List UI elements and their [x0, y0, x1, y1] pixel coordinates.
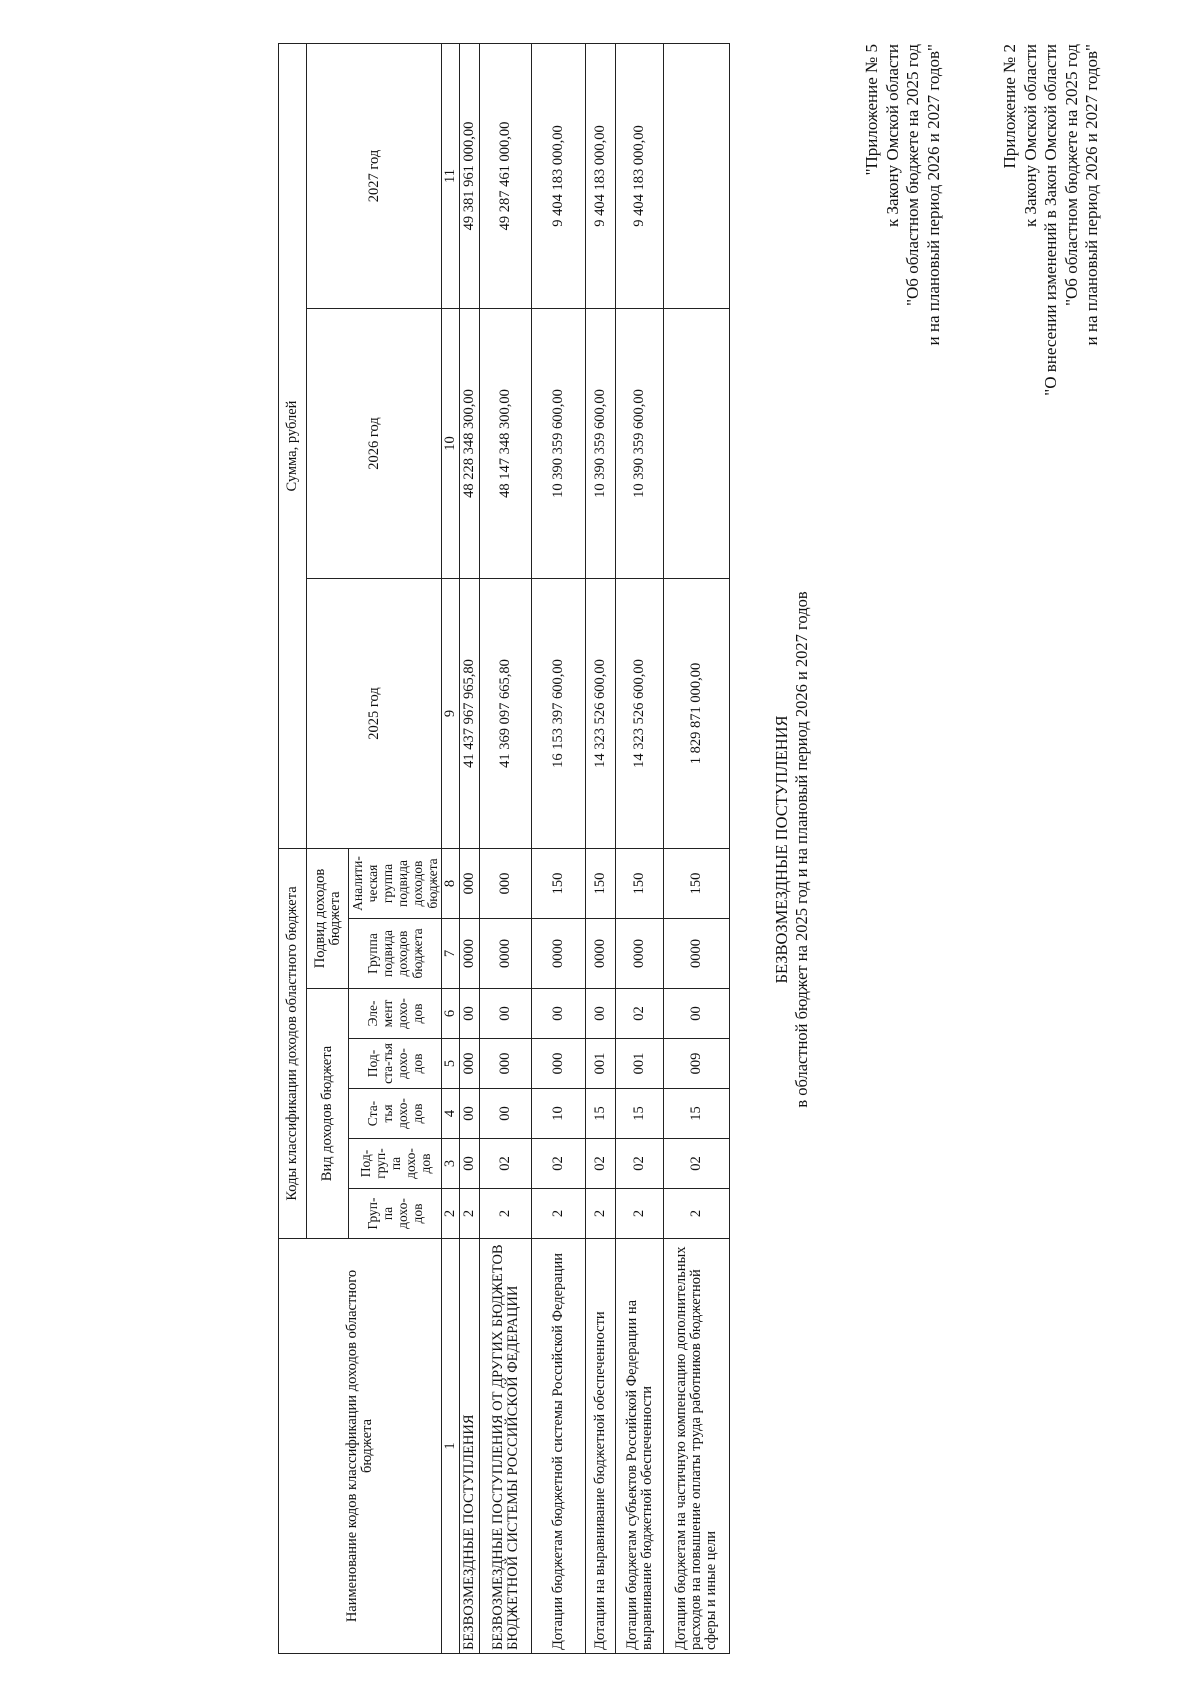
- code-element: 00: [480, 989, 532, 1039]
- code-analytic-group: 000: [460, 849, 480, 919]
- code-group: 2: [664, 1189, 730, 1239]
- code-article: 15: [664, 1089, 730, 1139]
- column-number: 8: [442, 849, 460, 919]
- appendix-line: "Об областном бюджете на 2025 год: [1061, 44, 1081, 306]
- appendix-old-line: и на плановый период 2026 и 2027 годов": [923, 44, 943, 346]
- sum-2027: 9 404 183 000,00: [616, 44, 664, 309]
- code-subgroup: 02: [664, 1139, 730, 1189]
- header-codes: Коды классификации доходов областного бюджета: [279, 849, 307, 1239]
- sum-2027: 9 404 183 000,00: [586, 44, 616, 309]
- row-name: Дотации бюджетам бюджетной системы Российской Федерации: [532, 1239, 586, 1654]
- title-subtitle: в областной бюджет на 2025 год и на плановый период 2026 и 2027 годов: [792, 591, 811, 1108]
- code-subgroup: 02: [586, 1139, 616, 1189]
- header-subtype: Подвид доходов бюджета: [307, 849, 349, 989]
- document-title: [772, 0, 812, 1699]
- revenue-table: [278, 43, 730, 1654]
- code-subarticle: 000: [480, 1039, 532, 1089]
- column-number: 10: [442, 309, 460, 579]
- sum-2026: 10 390 359 600,00: [616, 309, 664, 579]
- title-main: БЕЗВОЗМЕЗДНЫЕ ПОСТУПЛЕНИЯ: [772, 715, 791, 984]
- table-row: [616, 44, 664, 1654]
- header-name: Наименование кодов классификации доходов областного бюджета: [279, 1239, 442, 1654]
- code-subtype-group: 0000: [480, 919, 532, 989]
- code-subarticle: 001: [616, 1039, 664, 1089]
- code-subarticle: 000: [460, 1039, 480, 1089]
- code-analytic-group: 000: [480, 849, 532, 919]
- code-subtype-group: 0000: [586, 919, 616, 989]
- sum-2027: 49 287 461 000,00: [480, 44, 532, 309]
- sum-2025: 41 369 097 665,80: [480, 579, 532, 849]
- header-group: Груп-па дохо-дов: [349, 1189, 442, 1239]
- header-sum: Сумма, рублей: [279, 44, 307, 849]
- code-element: 00: [532, 989, 586, 1039]
- code-subtype-group: 0000: [664, 919, 730, 989]
- sum-2025: 41 437 967 965,80: [460, 579, 480, 849]
- sum-2025: 14 323 526 600,00: [586, 579, 616, 849]
- code-analytic-group: 150: [586, 849, 616, 919]
- header-subarticle: Под-ста-тья дохо-дов: [349, 1039, 442, 1089]
- column-numbers-row: [442, 44, 460, 1654]
- column-number: 4: [442, 1089, 460, 1139]
- header-analytic-group: Аналити-ческая группа подвида доходов бюджета: [349, 849, 442, 919]
- column-number: 9: [442, 579, 460, 849]
- code-group: 2: [480, 1189, 532, 1239]
- row-name: БЕЗВОЗМЕЗДНЫЕ ПОСТУПЛЕНИЯ ОТ ДРУГИХ БЮДЖЕТОВ БЮДЖЕТНОЙ СИСТЕМЫ РОССИЙСКОЙ ФЕДЕРАЦИИ: [480, 1239, 532, 1654]
- code-element: 00: [586, 989, 616, 1039]
- code-analytic-group: 150: [616, 849, 664, 919]
- code-article: 10: [532, 1089, 586, 1139]
- code-article: 00: [480, 1089, 532, 1139]
- sum-2025: 1 829 871 000,00: [664, 579, 730, 849]
- header-2025: 2025 год: [307, 579, 442, 849]
- header-subgroup: Под-груп-па дохо-дов: [349, 1139, 442, 1189]
- sum-2027: 49 381 961 000,00: [460, 44, 480, 309]
- sum-2025: 16 153 397 600,00: [532, 579, 586, 849]
- row-name: Дотации бюджетам на частичную компенсацию дополнительных расходов на повышение оплаты труда работников бюджетной сферы и иные цели: [664, 1239, 730, 1654]
- code-subgroup: 02: [532, 1139, 586, 1189]
- header-element: Эле-мент дохо-дов: [349, 989, 442, 1039]
- code-subarticle: 001: [586, 1039, 616, 1089]
- code-subarticle: 009: [664, 1039, 730, 1089]
- code-article: 15: [586, 1089, 616, 1139]
- code-element: 00: [664, 989, 730, 1039]
- code-group: 2: [532, 1189, 586, 1239]
- appendix-old-note: [862, 44, 944, 544]
- table-row: [532, 44, 586, 1654]
- code-article: 15: [616, 1089, 664, 1139]
- code-subgroup: 02: [616, 1139, 664, 1189]
- column-number: 2: [442, 1189, 460, 1239]
- code-subtype-group: 0000: [616, 919, 664, 989]
- appendix-old-line: к Закону Омской области: [882, 44, 902, 227]
- header-subtype-group: Группа подвида доходов бюджета: [349, 919, 442, 989]
- code-subtype-group: 0000: [532, 919, 586, 989]
- sum-2026: 48 147 348 300,00: [480, 309, 532, 579]
- column-number: 3: [442, 1139, 460, 1189]
- sum-2025: 14 323 526 600,00: [616, 579, 664, 849]
- header-type: Вид доходов бюджета: [307, 989, 349, 1239]
- table-row: [664, 44, 730, 1654]
- table-row: [586, 44, 616, 1654]
- column-number: 11: [442, 44, 460, 309]
- table-row: [480, 44, 532, 1654]
- column-number: 7: [442, 919, 460, 989]
- appendix-old-line: "Об областном бюджете на 2025 год: [903, 44, 922, 306]
- code-group: 2: [616, 1189, 664, 1239]
- code-element: 00: [460, 989, 480, 1039]
- code-subgroup: 02: [480, 1139, 532, 1189]
- appendix-old-line: "Приложение № 5: [862, 44, 881, 176]
- sum-2026: 10 390 359 600,00: [586, 309, 616, 579]
- row-name: Дотации на выравнивание бюджетной обеспеченности: [586, 1239, 616, 1654]
- row-name: БЕЗВОЗМЕЗДНЫЕ ПОСТУПЛЕНИЯ: [460, 1239, 480, 1654]
- column-number: 1: [442, 1239, 460, 1654]
- sum-2026: 10 390 359 600,00: [532, 309, 586, 579]
- code-analytic-group: 150: [532, 849, 586, 919]
- code-subgroup: 00: [460, 1139, 480, 1189]
- code-group: 2: [586, 1189, 616, 1239]
- code-subarticle: 000: [532, 1039, 586, 1089]
- code-article: 00: [460, 1089, 480, 1139]
- sum-2027: 9 404 183 000,00: [532, 44, 586, 309]
- code-subtype-group: 0000: [460, 919, 480, 989]
- column-number: 6: [442, 989, 460, 1039]
- sum-2026: 48 228 348 300,00: [460, 309, 480, 579]
- sum-2027: [664, 44, 730, 309]
- appendix-line: и на плановый период 2026 и 2027 годов": [1082, 44, 1101, 346]
- header-article: Ста-тья дохо-дов: [349, 1089, 442, 1139]
- appendix-note: [1000, 44, 1103, 544]
- code-group: 2: [460, 1189, 480, 1239]
- header-2027: 2027 год: [307, 44, 442, 309]
- code-element: 02: [616, 989, 664, 1039]
- table-row: [460, 44, 480, 1654]
- column-number: 5: [442, 1039, 460, 1089]
- appendix-line: Приложение № 2: [1000, 44, 1019, 169]
- row-name: Дотации бюджетам субъектов Российской Федерации на выравнивание бюджетной обеспеченности: [616, 1239, 664, 1654]
- code-analytic-group: 150: [664, 849, 730, 919]
- appendix-line: "О внесении изменений в Закон Омской области: [1041, 44, 1060, 396]
- appendix-line: к Закону Омской области: [1020, 44, 1040, 227]
- header-2026: 2026 год: [307, 309, 442, 579]
- sum-2026: [664, 309, 730, 579]
